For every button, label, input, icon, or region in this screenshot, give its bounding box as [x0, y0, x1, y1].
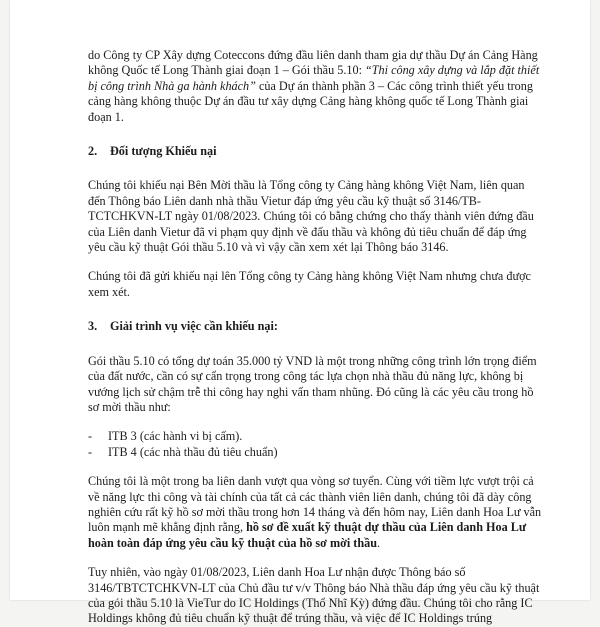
list-item [88, 445, 543, 460]
intro-paragraph [88, 48, 543, 125]
section-3-paragraph-2 [88, 474, 543, 551]
section-2-title: Đối tượng Khiếu nại [110, 144, 217, 159]
section-2-paragraph-1: Chúng tôi khiếu nại Bên Mời thầu là Tổng công ty Cảng hàng không Việt Nam, liên quan đến Thông báo Liên danh nhà thầu Vietur đáp ứng yêu cầu kỹ thuật số 3146/TB-TCTCHKVN-LT ngày 01/08/2023. Chúng tôi có bằng chứng cho thấy thành viên đứng đầu của Liên danh Vietur đã vi phạm quy định về đấu thầu và không đủ tiêu chuẩn để đáp ứng yêu cầu kỹ thuật Gói thầu 5.10 và vì vậy cần xem xét lại Thông báo 3146. [88, 178, 534, 255]
list-item [88, 429, 543, 444]
paragraph-end: . [377, 535, 381, 550]
section-3-heading [88, 319, 543, 334]
package-title-quote: “Thi công xây dựng và lắp đặt thiết bị công trình Nhà ga hành khách” [88, 63, 540, 93]
intro-text-cont: của Dự án thành phần 3 – Các công trình thiết yếu trong cảng hàng không thuộc Dự án đầu tư xây dựng Cảng hàng không quốc tế Long Thành giai đoạn 1. [88, 78, 533, 124]
section-3-title: Giải trình vụ việc cần khiếu nại: [110, 319, 278, 334]
section-3-paragraph-1: Gói thầu 5.10 có tổng dự toán 35.000 tỷ VND là một trong những công trình lớn trọng điểm của đất nước, cần có sự cẩn trọng trong công tác lựa chọn nhà thầu đủ năng lực, không bị vướng lịch sử chậm trễ thi công hay nghi vấn tham nhũng. Đó cũng là các yêu cầu trong hồ sơ mời thầu như: [88, 353, 537, 414]
list-dash: - [88, 444, 93, 459]
itb-list [88, 429, 543, 460]
section-2-number: 2. [88, 144, 98, 159]
list-item-text: ITB 4 (các nhà thầu đủ tiêu chuẩn) [108, 444, 278, 459]
section-2-heading [88, 144, 543, 159]
document-page [10, 0, 590, 626]
list-item-text: ITB 3 (các hành vi bị cấm). [108, 429, 243, 444]
list-dash: - [88, 429, 93, 444]
section-2-paragraph-2: Chúng tôi đã gửi khiếu nại lên Tổng công ty Cảng hàng không Việt Nam nhưng chưa được xem xét. [88, 269, 531, 299]
document-body [88, 48, 543, 627]
intro-text: do Công ty CP Xây dựng Coteccons đứng đầu liên danh tham gia dự thầu Dự án Cảng Hàng không Quốc tế Long Thành giai đoạn 1 – Gói thầu 5.10: [88, 48, 538, 78]
section-3-paragraph-3: Tuy nhiên, vào ngày 01/08/2023, Liên danh Hoa Lư nhận được Thông báo số 3146/TBTCTCHKVN-LT của Chủ đầu tư v/v Thông báo Nhà thầu đáp ứng yêu cầu kỹ thuật của gói thầu 5.10 là VieTur do IC Holdings (Thổ Nhĩ Kỳ) đứng đầu. Chúng tôi cho rằng IC Holdings không đủ tiêu chuẩn kỹ thuật để trúng thầu, và việc để IC Holdings trúng [88, 565, 540, 626]
section-3-number: 3. [88, 319, 98, 334]
bold-statement: hồ sơ đề xuất kỹ thuật dự thầu của Liên danh Hoa Lư hoàn toàn đáp ứng yêu cầu kỹ thuật của hồ sơ mời thầu [88, 520, 527, 550]
paragraph-text: Chúng tôi là một trong ba liên danh vượt qua vòng sơ tuyển. Cùng với tiềm lực vượt trội cả về năng lực thi công và tài chính của tất cả các thành viên liên danh, chúng tôi đã dày công nghiên cứu rất kỹ hồ sơ mời thầu trong hơn 14 tháng và đến hôm nay, Liên danh Hoa Lư vẫn luôn mạnh mẽ khẳng định rằng, [88, 474, 542, 535]
